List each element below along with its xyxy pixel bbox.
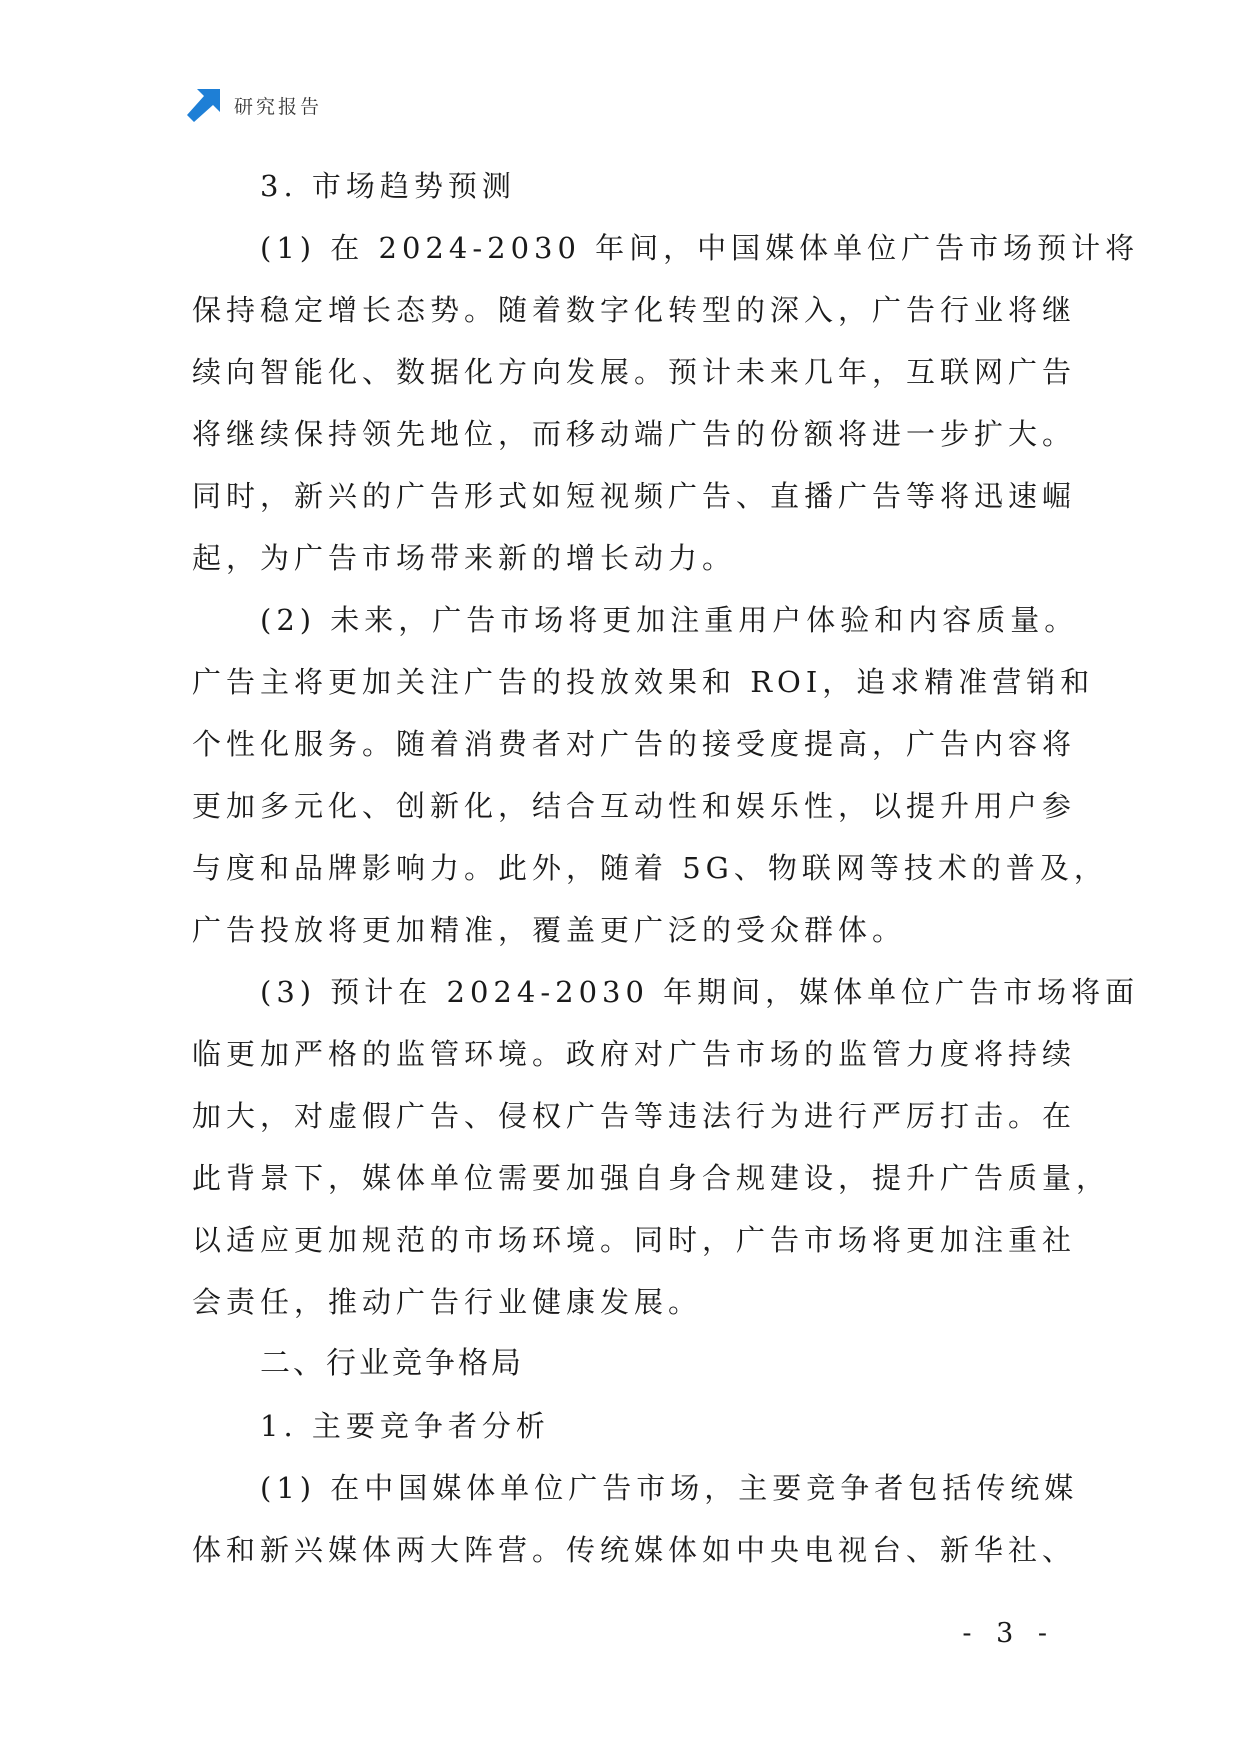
chapter-heading: 二、行业竞争格局 — [260, 1346, 524, 1381]
section-heading: 3. 市场趋势预测 — [260, 169, 516, 203]
paragraph-line: 此背景下，媒体单位需要加强自身合规建设，提升广告质量， — [192, 1161, 1111, 1195]
paragraph-line: 广告主将更加关注广告的投放效果和 ROI，追求精准营销和 — [192, 665, 1095, 699]
paragraph-line: (3) 预计在 2024-2030 年期间，媒体单位广告市场将面 — [260, 975, 1140, 1009]
paragraph-line: 同时，新兴的广告形式如短视频广告、直播广告等将迅速崛 — [192, 479, 1077, 513]
paragraph-line: 个性化服务。随着消费者对广告的接受度提高，广告内容将 — [192, 727, 1077, 761]
paragraph-line: (1) 在 2024-2030 年间，中国媒体单位广告市场预计将 — [260, 231, 1140, 265]
header-title: 研究报告 — [234, 95, 323, 118]
paragraph-line: 将继续保持领先地位，而移动端广告的份额将进一步扩大。 — [192, 417, 1077, 451]
paragraph-line: (1) 在中国媒体单位广告市场，主要竞争者包括传统媒 — [260, 1471, 1079, 1505]
paragraph-line: (2) 未来，广告市场将更加注重用户体验和内容质量。 — [260, 603, 1079, 637]
arrow-up-right-icon — [187, 89, 220, 122]
paragraph-line: 临更加严格的监管环境。政府对广告市场的监管力度将持续 — [192, 1037, 1077, 1071]
paragraph-line: 会责任，推动广告行业健康发展。 — [192, 1285, 703, 1319]
document-body — [192, 155, 1140, 1581]
paragraph-line: 以适应更加规范的市场环境。同时，广告市场将更加注重社 — [192, 1223, 1077, 1257]
paragraph-line: 起，为广告市场带来新的增长动力。 — [192, 541, 737, 575]
paragraph-line: 与度和品牌影响力。此外，随着 5G、物联网等技术的普及， — [192, 851, 1108, 885]
section-heading: 1. 主要竞争者分析 — [260, 1409, 550, 1443]
paragraph-line: 保持稳定增长态势。随着数字化转型的深入，广告行业将继 — [192, 293, 1077, 327]
paragraph-line: 续向智能化、数据化方向发展。预计未来几年，互联网广告 — [192, 355, 1077, 389]
report-header — [187, 88, 322, 122]
page-number: - 3 - — [962, 1618, 1055, 1649]
paragraph-line: 加大，对虚假广告、侵权广告等违法行为进行严厉打击。在 — [192, 1099, 1077, 1133]
paragraph-line: 广告投放将更加精准，覆盖更广泛的受众群体。 — [192, 913, 907, 947]
paragraph-line: 体和新兴媒体两大阵营。传统媒体如中央电视台、新华社、 — [192, 1533, 1077, 1567]
paragraph-line: 更加多元化、创新化，结合互动性和娱乐性，以提升用户参 — [192, 789, 1077, 823]
